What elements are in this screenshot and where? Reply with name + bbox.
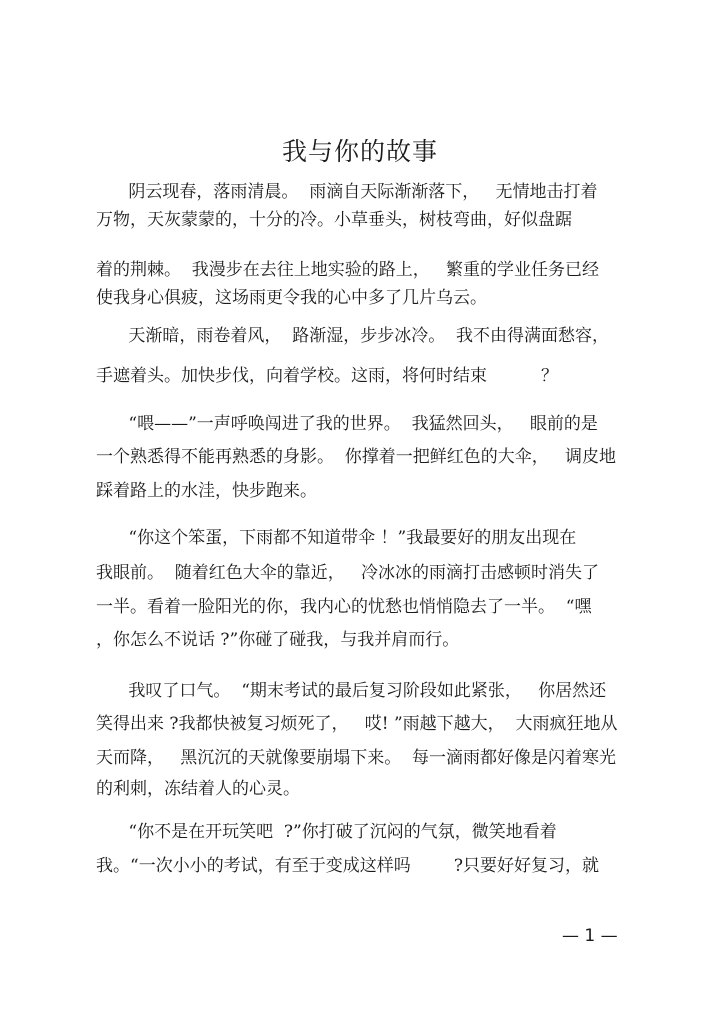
paragraph-line: 我叹了口气。 “期末考试的最后复习阶段如此紧张， 你居然还 — [96, 681, 607, 701]
paragraph-line: 天渐暗，雨卷着风， 路渐湿，步步冰冷。 我不由得满面愁容， — [96, 326, 610, 346]
paragraph-line: 一个熟悉得不能再熟悉的身影。 你撑着一把鲜红色的大伞， 调皮地 — [96, 447, 617, 467]
document-title: 我与你的故事 — [281, 137, 438, 166]
paragraph-line: “你这个笨蛋，下雨都不知道带伞 ！”我最要好的朋友出现在 — [96, 528, 577, 548]
paragraph-line: 使我身心俱疲，这场雨更令我的心中多了几片乌云。 — [96, 288, 487, 308]
paragraph-line: 踩着路上的水洼，快步跑来。 — [96, 481, 317, 501]
paragraph-line: 天而降， 黑沉沉的天就像要崩塌下来。 每一滴雨都好像是闪着寒光 — [96, 748, 617, 768]
paragraph-line: 一半。看着一脸阳光的你，我内心的忧愁也悄悄隐去了一半。 “嘿 — [96, 597, 592, 617]
paragraph-line: “喂——”一声呼唤闯进了我的世界。 我猛然回头， 眼前的是 — [96, 414, 598, 434]
paragraph-line: 着的荆棘。 我漫步在去往上地实验的路上， 繁重的学业任务已经 — [96, 260, 600, 280]
paragraph-line: 手遮着头。加快步伐，向着学校。这雨，将何时结束 ？ — [96, 366, 559, 386]
paragraph-line: 万物，天灰蒙蒙的，十分的冷。小草垂头，树枝弯曲，好似盘踞 — [96, 210, 572, 230]
page-number: — 1 — — [562, 926, 618, 946]
paragraph-line: 我。“一次小小的考试，有至于变成这样吗 ?只要好好复习，就 — [96, 856, 600, 876]
paragraph-line: 阴云现春，落雨清晨。 雨滴自天际渐渐落下， 无情地击打着 — [96, 182, 598, 202]
paragraph-line: “你不是在开玩笑吧 ?”你打破了沉闷的气氛，微笑地看着 — [96, 822, 557, 842]
paragraph-line: 的利刺，冻结着人的心灵。 — [96, 779, 300, 799]
paragraph-line: 笑得出来 ?我都快被复习烦死了， 哎! ”雨越下越大， 大雨疯狂地从 — [96, 714, 618, 734]
paragraph-line: ，你怎么不说话 ?”你碰了碰我，与我并肩而行。 — [96, 630, 460, 650]
paragraph-line: 我眼前。 随着红色大伞的靠近， 冷冰冰的雨滴打击感顿时消失了 — [96, 563, 600, 583]
